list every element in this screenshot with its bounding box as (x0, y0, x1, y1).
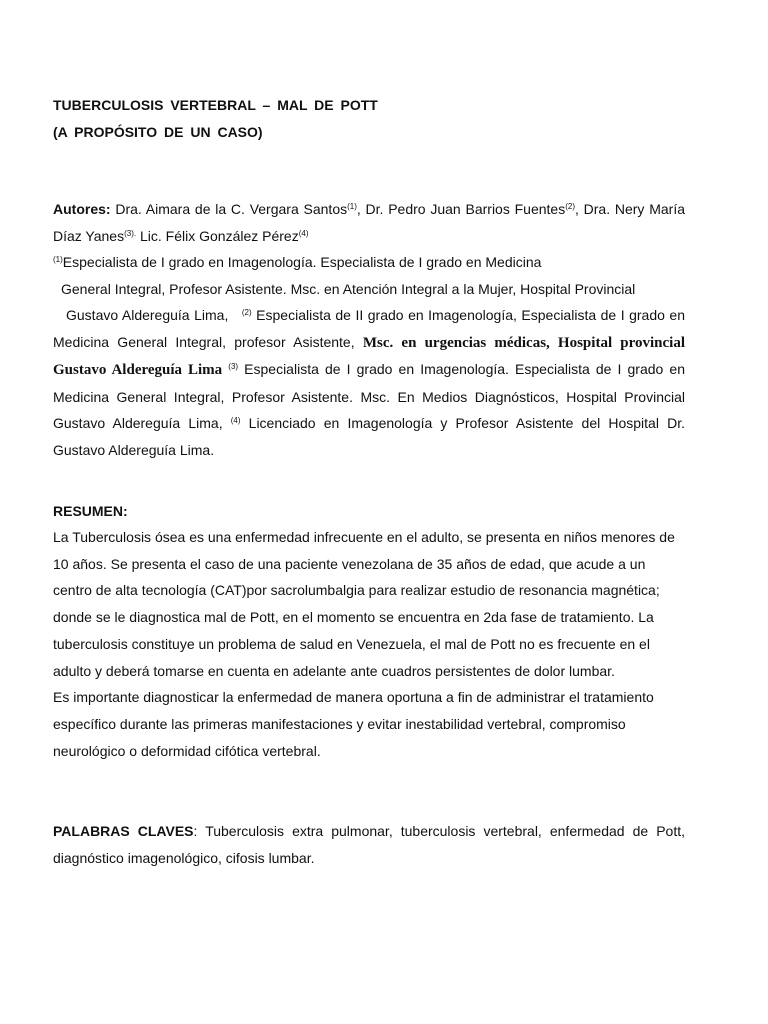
document-title (53, 92, 378, 146)
affiliation-2-ref: (2) (241, 308, 252, 317)
title-line-1: TUBERCULOSIS VERTEBRAL – MAL DE POTT (53, 97, 378, 113)
authors-label: Autores: (53, 201, 111, 217)
keywords-section (53, 818, 685, 872)
author-4-ref: (4) (298, 228, 309, 238)
author-3-ref: (3). (124, 228, 137, 238)
affiliation-1-line-1: Especialista de I grado en Imagenología. Especialista de I grado en Medicina (62, 254, 542, 270)
author-3: , Dra. Nery María Díaz Yanes (53, 201, 685, 244)
affiliation-3-text: Especialista de I grado en Imagenología. Especialista de I grado en Medicina General Integral, Profesor Asistente. Msc. En Medios Diagnósticos, Hospital Provincial Gustavo Aldereguía Lima, (53, 361, 685, 431)
resumen-paragraph-2: Es importante diagnosticar la enfermedad de manera oportuna a fin de administrar el tratamiento específico durante las primeras manifestaciones y evitar inestabilidad vertebral, compromiso neurológico o deformidad cifótica vertebral. (53, 689, 654, 759)
title-line-2: (A PROPÓSITO DE UN CASO) (53, 124, 263, 140)
affiliation-4-text: Licenciado en Imagenología y Profesor Asistente del Hospital Dr. Gustavo Aldereguía Lima. (53, 415, 685, 458)
affiliation-3-ref: (3) (228, 362, 239, 371)
author-2: , Dr. Pedro Juan Barrios Fuentes (356, 201, 566, 217)
resumen-paragraph-1: La Tuberculosis ósea es una enfermedad infrecuente en el adulto, se presenta en niños menores de 10 años. Se presenta el caso de una paciente venezolana de 35 años de edad, que acude a un centro de alta tecnología (CAT)por sacrolumbalgia para realizar estudio de resonancia magnética; donde se le diagnostica mal de Pott, en el momento se encuentra en 2da fase de tratamiento. La tuberculosis constituye un problema de salud en Venezuela, el mal de Pott no es frecuente en el adulto y deberá tomarse en cuenta en adelante ante cuadros persistentes de dolor lumbar. (53, 529, 675, 679)
affiliation-1-line-2: General Integral, Profesor Asistente. Msc. en Atención Integral a la Mujer, Hospital Provincial (61, 280, 636, 297)
resumen-heading: RESUMEN: (53, 503, 128, 519)
keywords-label: PALABRAS CLAVES (53, 823, 194, 839)
author-2-ref: (2) (565, 202, 575, 211)
keywords-text: : Tuberculosis extra pulmonar, tuberculosis vertebral, enfermedad de Pott, diagnóstico imagenológico, cifosis lumbar. (53, 823, 685, 866)
affiliation-1-ref: (1) (53, 255, 63, 264)
affiliation-2-text: Especialista de II grado en Imagenología, Especialista de I grado en Medicina General Integral, profesor Asistente, (53, 307, 685, 350)
resumen-body (53, 524, 685, 764)
affiliation-4-ref: (4) (230, 416, 241, 425)
affiliation-2-emphasis: Msc. en urgencias médicas, Hospital provincial Gustavo Aldereguía Lima (53, 334, 685, 378)
author-1: Dra. Aimara de la C. Vergara Santos (110, 201, 348, 217)
author-4: Lic. Félix González Pérez (136, 227, 299, 244)
author-1-ref: (1) (347, 202, 357, 211)
authors-section (53, 196, 685, 463)
affiliation-1-line-3: Gustavo Aldereguía Lima, (66, 307, 229, 323)
